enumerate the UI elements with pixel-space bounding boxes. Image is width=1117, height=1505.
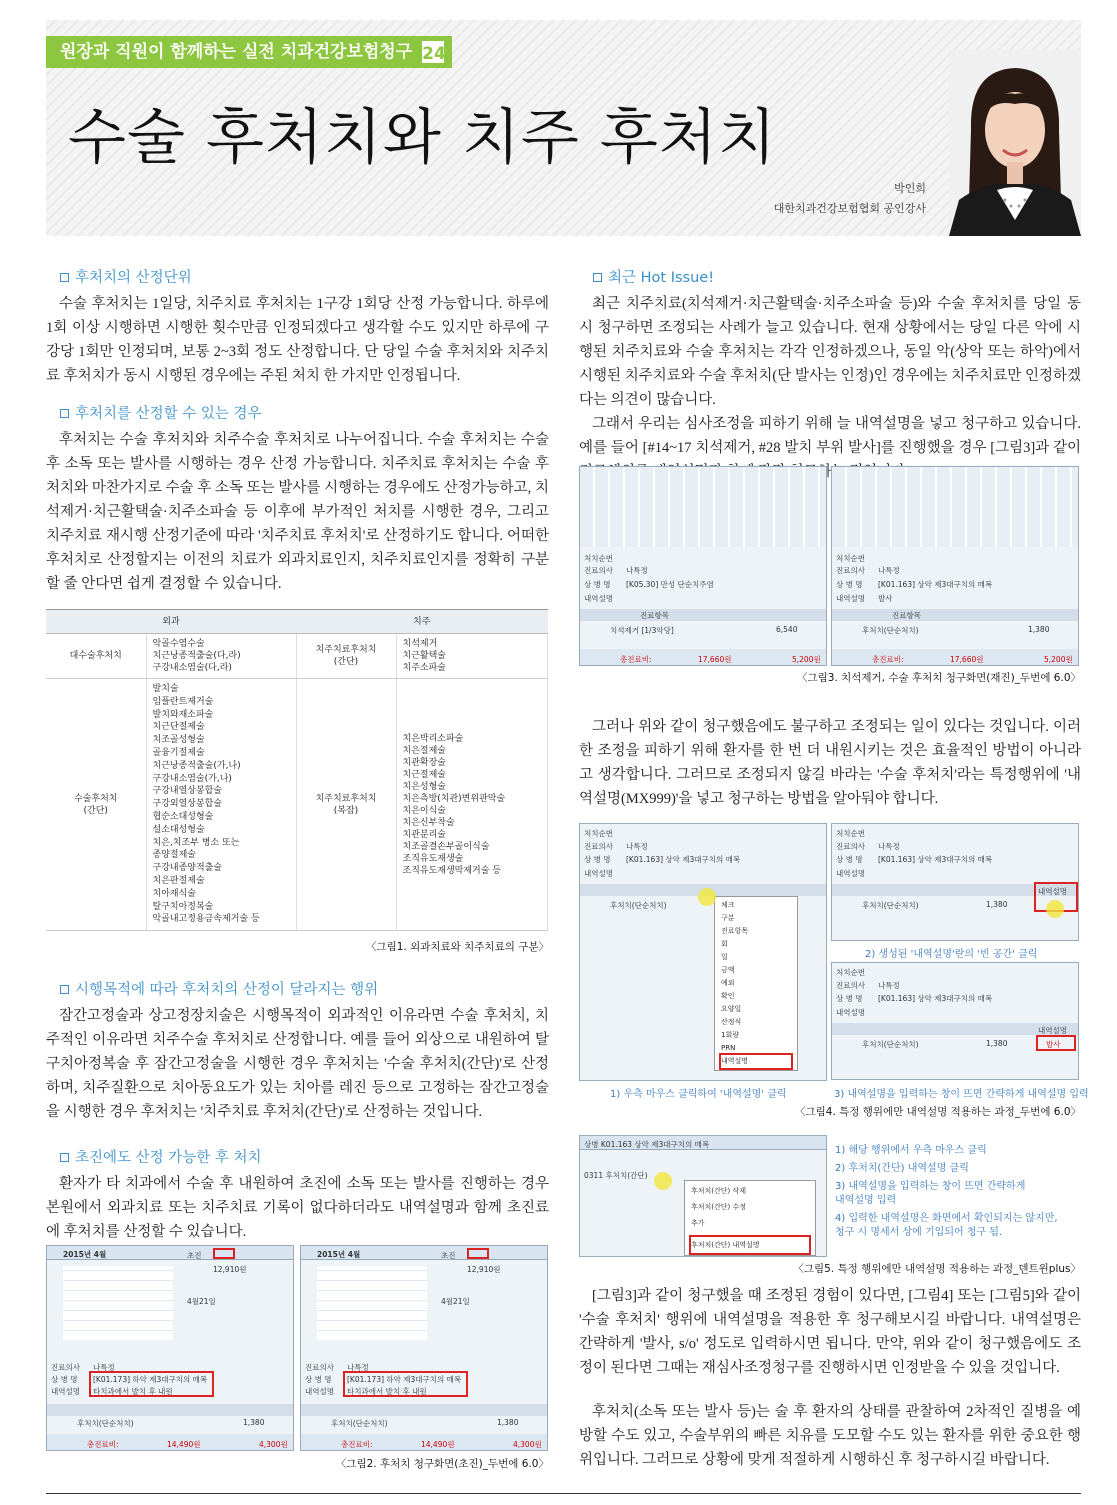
value: 후처치(단순처치): [77, 1419, 134, 1428]
context-menu[interactable]: [714, 896, 798, 1071]
label: 총진료비:: [872, 655, 904, 664]
value: [K01.173] 하악 제3대구치의 매복: [93, 1375, 208, 1384]
fee-value: 12,910원: [467, 1265, 501, 1274]
left-column-lower: [46, 978, 549, 1244]
paragraph: 그러나 위와 같이 청구했음에도 불구하고 조정되는 일이 있다는 것입니다. 이러한 조정을 피하기 위해 환자를 한 번 더 내원시키는 것은 효율적인 방법이 아니라고 생각합니다. 그러므로 조정되지 않길 바라는 '수술 후처치'라는 특정행위에 '내역설명(MX999)'을 넣고 청구하는 방법을 알아둬야 합니다.: [579, 719, 1081, 807]
fig2-screen-left: [46, 1245, 294, 1451]
menu-item[interactable]: 회: [721, 940, 728, 948]
figure-note: 2) 생성된 '내역설명'란의 '빈 공간' 클릭: [865, 949, 1038, 960]
label: 처치순번: [584, 554, 613, 563]
value: 0311 후처치(간단): [584, 1171, 648, 1180]
value: 1,380: [986, 1039, 1008, 1048]
label: 내역설명: [836, 594, 865, 603]
table-cell: 발치술 임플란트제거술 발치와재소파술 치근단절제술 치조골성형술 골융기절제술 치근낭종적출술(가,나) 구강내소염술(가,나) 구강내열상봉합술 구강외열상봉합술 협순소대성형술 설소대성형술 치은,치조부 병소 또는 종양절제술 구강내종양적출술 치은판절제술 치아재식술 탈구치아정복술 악골내고정용금속제거술 등: [146, 679, 296, 931]
label: 처치순번: [836, 968, 865, 977]
fig3-screen-left: [579, 466, 827, 666]
calendar-month: 2015년 4월: [63, 1250, 107, 1259]
menu-item[interactable]: PRN: [721, 1044, 736, 1052]
bottom-rule: [46, 1493, 1081, 1494]
figure-note: 2) 후처치(간단) 내역설명 클릭: [835, 1163, 969, 1174]
label: 진료의사: [305, 1363, 334, 1372]
cursor-highlight: [1046, 900, 1064, 918]
menu-item[interactable]: 산정식: [721, 1018, 742, 1026]
author-affiliation: 대한치과건강보험협회 공인강사: [773, 202, 926, 215]
section-heading: 초진에도 산정 가능한 후 처치: [60, 1146, 549, 1170]
table-cell: 수술후처치 (간단): [46, 679, 146, 931]
label: 내역설명: [584, 869, 613, 878]
value: 치석제거 [1/3악당]: [610, 626, 674, 635]
menu-item[interactable]: 체크: [721, 901, 735, 909]
value: 4,300원: [513, 1440, 542, 1449]
figure-note: 4) 입력한 내역설명은 화면에서 확인되지는 않지만, 청구 시 명세서 상에 기입되어 청구 됨.: [835, 1213, 1058, 1238]
value: 6,540: [776, 625, 798, 634]
right-column-lower: [579, 1284, 1081, 1472]
menu-item[interactable]: 일: [721, 953, 728, 961]
value: [K01.163] 상악 제3대구치의 매복: [878, 994, 993, 1003]
figure-note: 1) 우측 마우스 클릭하여 '내역설명' 클릭: [610, 1089, 787, 1100]
paragraph: 그래서 우리는 심사조정을 피하기 위해 늘 내역설명을 넣고 청구하고 있습니다. 예를 들어 [#14~17 치석제거, #28 발치 부위 발사]를 진행했을 경우 [그림3]과 같이: [579, 416, 1081, 456]
value: 1,380: [986, 900, 1008, 909]
table-cell: 악골수염수술 치근낭종적출술(다,라) 구강내소염술(다,라): [146, 634, 296, 679]
section-heading: 후처치를 산정할 수 있는 경우: [60, 402, 549, 426]
menu-item[interactable]: 예외: [721, 979, 735, 987]
table-cell: 치석제거 치근활택술 치주소파술: [396, 634, 548, 679]
value: 1,380: [243, 1418, 265, 1427]
value: 1,380: [1028, 625, 1050, 634]
fig3-screen-right: [831, 466, 1079, 666]
author-name: 박인희: [894, 182, 926, 195]
label: 총진료비:: [87, 1440, 119, 1449]
table-header: 외과: [46, 610, 296, 634]
label: 상 병 명: [584, 580, 611, 589]
value: 후처치(단순처치): [862, 1040, 919, 1049]
paragraph: [그림3]과 같이 청구했을 때 조정된 경험이 있다면, [그림4] 또는 [그림5]와 같이 '수술 후처치' 행위에 내역설명을 적용한 후 청구해보시길 바랍니다. 내역설명은 간략하게 '발사, s/o' 정도로 입력하시면 됩니다. 만약, 위와 같이 청구했음에도 조정이 된다면 그때는 재심사조정청구를 진행하시면 인정받을 수 있을 것입니다.: [579, 1288, 1081, 1376]
table-cell: 치은박리소파술 치은절제술 치관확장술 치근절제술 치은성형술 치은측방(치관)변위판막술 치은이식술 치은신부착술 치관분리술 치조골결손부골이식술 조직유도재생술 조직유도재생막제거술 등: [396, 679, 548, 931]
value: 14,490원: [421, 1440, 455, 1449]
section-heading: 최근 Hot Issue!: [593, 266, 1081, 290]
value: 후처치(단순처치): [331, 1419, 388, 1428]
figure-1: [46, 609, 549, 954]
value: 후처치(단순처치): [610, 901, 667, 910]
label: 상 병 명: [584, 855, 611, 864]
value: 타치과에서 발치 후 내원: [347, 1387, 427, 1396]
label: 진료의사: [51, 1363, 80, 1372]
value: 나특정: [878, 981, 900, 990]
paragraph: 수술 후처치는 1일당, 치주치료 후처치는 1구강 1회당 산정 가능합니다. 하루에 1회 이상 시행하면 시행한 횟수만큼 인정되겠다고 생각할 수도 있지만 하루에 구강당 1회만 인정되며, 보통 2~3회 정도 산정합니다. 단 당일 수술 후처치와 치주치료 후처치가 동시 시행된 경우에는 주된 처치 한 가지만 인정됩니다.: [46, 296, 549, 384]
value: 14,490원: [167, 1440, 201, 1449]
series-title: 원장과 직원이 함께하는 실전 치과건강보험청구: [60, 42, 413, 62]
cursor-highlight: [698, 888, 716, 906]
value: [K01.173] 하악 제3대구치의 매복: [347, 1375, 462, 1384]
label: 상 병 명: [836, 994, 863, 1003]
label: 내역설명: [584, 594, 613, 603]
fig2-screen-right: [300, 1245, 548, 1451]
page-title: 수술 후처치와 치주 후처치: [68, 103, 777, 173]
label: 진료항목: [892, 611, 921, 620]
visit-date: 4월21일: [187, 1297, 216, 1306]
right-column-mid: [579, 715, 1081, 811]
figure-note: 3) 내역설명을 입력하는 창이 뜨면 간략하게 내역설명 입력: [835, 1181, 1026, 1206]
label: 총진료비:: [620, 655, 652, 664]
context-menu[interactable]: [684, 1180, 816, 1256]
table-cell: 치주치료후처치 (간단): [296, 634, 396, 679]
menu-item[interactable]: 후처치(간단) 내역설명: [691, 1237, 809, 1253]
value: 5,200원: [1044, 655, 1073, 664]
menu-item[interactable]: 요양일: [721, 1005, 742, 1013]
menu-item[interactable]: 내역설명: [721, 1055, 791, 1068]
left-column: [46, 266, 549, 596]
value: 나특정: [347, 1363, 369, 1372]
label: 내역설명: [305, 1387, 334, 1396]
visit-type: 초진: [187, 1251, 202, 1260]
menu-item[interactable]: 후처치(간단) 삭제: [691, 1187, 747, 1195]
table-cell: 치주치료후처치 (복잡): [296, 679, 396, 931]
column-header: 내역설명: [1038, 1026, 1067, 1035]
calendar-month: 2015년 4월: [317, 1250, 361, 1259]
figure-caption: 〈그림1. 외과치료와 치주치료의 구분〉: [365, 941, 549, 954]
label: 진료의사: [836, 842, 865, 851]
section-heading: 후처치의 산정단위: [60, 266, 549, 290]
comparison-table: [46, 609, 548, 931]
paragraph: 후처치는 수술 후처치와 치주수술 후처치로 나누어집니다. 수술 후처치는 수술 후 소독 또는 발사를 시행하는 경우 산정 가능합니다. 치주치료 후처치는 수술 후처치와 마찬가지로 수술 후 소독 또는 발사를 시행하는 경우에도 산정가능하고, 치석제거·치근활택술·치주소파술 등 이후에 부가적인 처치를 시행한 경우, 그리고 치주치료 재시행 산정기준에 따라 '치주치료 후처치'로 산정하기도 합니다. 어떠한 후처치로 산정할지는 이전의 치료가 외과치료인지, 치주치료인지를 정확히 구분할 줄 안다면 쉽게 결정할 수 있습니다.: [46, 432, 549, 592]
label: 진료의사: [836, 566, 865, 575]
label: 진료의사: [584, 842, 613, 851]
label: 총진료비:: [341, 1440, 373, 1449]
label: 진료의사: [836, 981, 865, 990]
menu-item[interactable]: 금액: [721, 966, 735, 974]
value: 나특정: [93, 1363, 115, 1372]
fee-value: 12,910원: [213, 1265, 247, 1274]
value: [K01.163] 상악 제3대구치의 매복: [626, 855, 741, 864]
figure-caption: 〈그림4. 특정 행위에만 내역설명 적용하는 과정_두번에 6.0〉: [795, 1106, 1081, 1118]
label: 진료항목: [640, 611, 669, 620]
value: 나특정: [626, 842, 648, 851]
visit-type: 초진: [441, 1251, 456, 1260]
section-heading: 시행목적에 따라 후처치의 산정이 달라지는 행위: [60, 978, 549, 1002]
window-title: 상병 K01.163 상악 제3대구치의 매복: [584, 1140, 710, 1149]
table-header: 치주: [296, 610, 548, 634]
column-header: 내역설명: [1038, 887, 1067, 896]
table-cell: 대수술후처치: [46, 634, 146, 679]
paragraph: 환자가 타 치과에서 수술 후 내원하여 초진에 소독 또는 발사를 진행하는 경우 본원에서 외과치료 또는 치주치료 기록이 없다하더라도 내역설명과 함께 초진료에 후처치를 산정할 수 있습니다.: [46, 1176, 549, 1240]
menu-item[interactable]: 후처치(간단) 수정: [691, 1203, 747, 1211]
article-header: [46, 20, 1081, 236]
figure-caption: 〈그림5. 특정 행위에만 내역설명 적용하는 과정_덴트윈plus〉: [793, 1263, 1081, 1275]
figure-caption: 〈그림2. 후처치 청구화면(초진)_두번에 6.0〉: [335, 1458, 549, 1470]
label: 내역설명: [836, 1008, 865, 1017]
right-column: [579, 266, 1081, 484]
value: [K05.30] 만성 단순치주염: [626, 580, 714, 589]
value: 후처치(단순처치): [862, 626, 919, 635]
menu-item[interactable]: 추가: [691, 1219, 705, 1227]
figure-note: 1) 해당 행위에서 우측 마우스 클릭: [835, 1145, 987, 1156]
value: 발사: [878, 594, 893, 603]
label: 상 병 명: [51, 1375, 78, 1384]
label: 처치순번: [836, 554, 865, 563]
figure-caption: 〈그림3. 치석제거, 수술 후처치 청구화면(재진)_두번에 6.0〉: [796, 672, 1081, 684]
table-row: [46, 634, 548, 679]
paragraph: 최근 치주치료(치석제거·치근활택술·치주소파술 등)와 수술 후처치를 당일 동시 청구하면 조정되는 사례가 늘고 있습니다. 현재 상황에서는 당일 다른 악에 시행된 치주치료와 수술 후처치는 각각 인정하겠으나, 동일 악(상악 또는 하악)에서 시행된 치주치료와 수술 후처치(단 발사는 인정)인 경우에는 치주치료만 인정하겠다는 의견이 많습니다.: [579, 296, 1081, 408]
menu-item[interactable]: 진료항목: [721, 927, 749, 935]
label: 내역설명: [836, 869, 865, 878]
value: 발사: [1046, 1040, 1061, 1049]
cursor-highlight: [654, 1172, 672, 1190]
figure-notes: [835, 1144, 1081, 1240]
value: 4,300원: [259, 1440, 288, 1449]
label: 처치순번: [584, 829, 613, 838]
value: 나특정: [878, 566, 900, 575]
value: 17,660원: [698, 655, 732, 664]
value: 17,660원: [950, 655, 984, 664]
menu-item[interactable]: 구분: [721, 914, 735, 922]
fig4-screen-1: [579, 823, 827, 1081]
fig4-screen-3: [831, 962, 1079, 1080]
value: [K01.163] 상악 제3대구치의 매복: [878, 855, 993, 864]
label: 내역설명: [51, 1387, 80, 1396]
value: 나특정: [878, 842, 900, 851]
value: 나특정: [626, 566, 648, 575]
value: [K01.163] 상악 제3대구치의 매복: [878, 580, 993, 589]
label: 처치순번: [836, 829, 865, 838]
author-photo: [949, 50, 1081, 236]
label: 진료의사: [584, 566, 613, 575]
table-row: [46, 679, 548, 931]
value: 5,200원: [792, 655, 821, 664]
label: 상 병 명: [836, 580, 863, 589]
series-number: 24: [420, 39, 446, 65]
paragraph: 후처치(소독 또는 발사 등)는 술 후 환자의 상태를 관찰하여 2차적인 질병을 예방할 수도 있고, 수술부위의 빠른 치유를 도모할 수도 있는 환자를 위한 중요한 행위입니다. 그러므로 상황에 맞게 적절하게 시행하신 후 청구하시길 바랍니다.: [579, 1404, 1081, 1468]
menu-item[interactable]: 1회량: [721, 1031, 739, 1039]
figure-note: 3) 내역설명을 입력하는 창이 뜨면 간략하게 내역설명 입력: [834, 1089, 1089, 1100]
fig5-screen: [579, 1135, 827, 1257]
fig4-screen-2: [831, 823, 1079, 941]
menu-item[interactable]: 확인: [721, 992, 735, 1000]
label: 상 병 명: [836, 855, 863, 864]
label: 상 병 명: [305, 1375, 332, 1384]
value: 후처치(단순처치): [862, 901, 919, 910]
visit-date: 4월21일: [441, 1297, 470, 1306]
value: 1,380: [497, 1418, 519, 1427]
series-banner: [46, 36, 452, 68]
paragraph: 잠간고정술과 상고정장치술은 시행목적이 외과적인 이유라면 수술 후처치, 치주적인 이유라면 치주수술 후처치로 산정합니다. 예를 들어 외상으로 내원하여 탈구치아정복술 후 잠간고정술을 시행한 경우 후처치는 '수술 후처치(간단)'로 산정하며, 치주질환으로 치아동요도가 있는 치아를 레진 등으로 고정하는 잠간고정술을 시행한 경우 후처치는 '치주치료 후처치(간단)'로 산정하는 것입니다.: [46, 1008, 549, 1120]
value: 타치과에서 발치 후 내원: [93, 1387, 173, 1396]
